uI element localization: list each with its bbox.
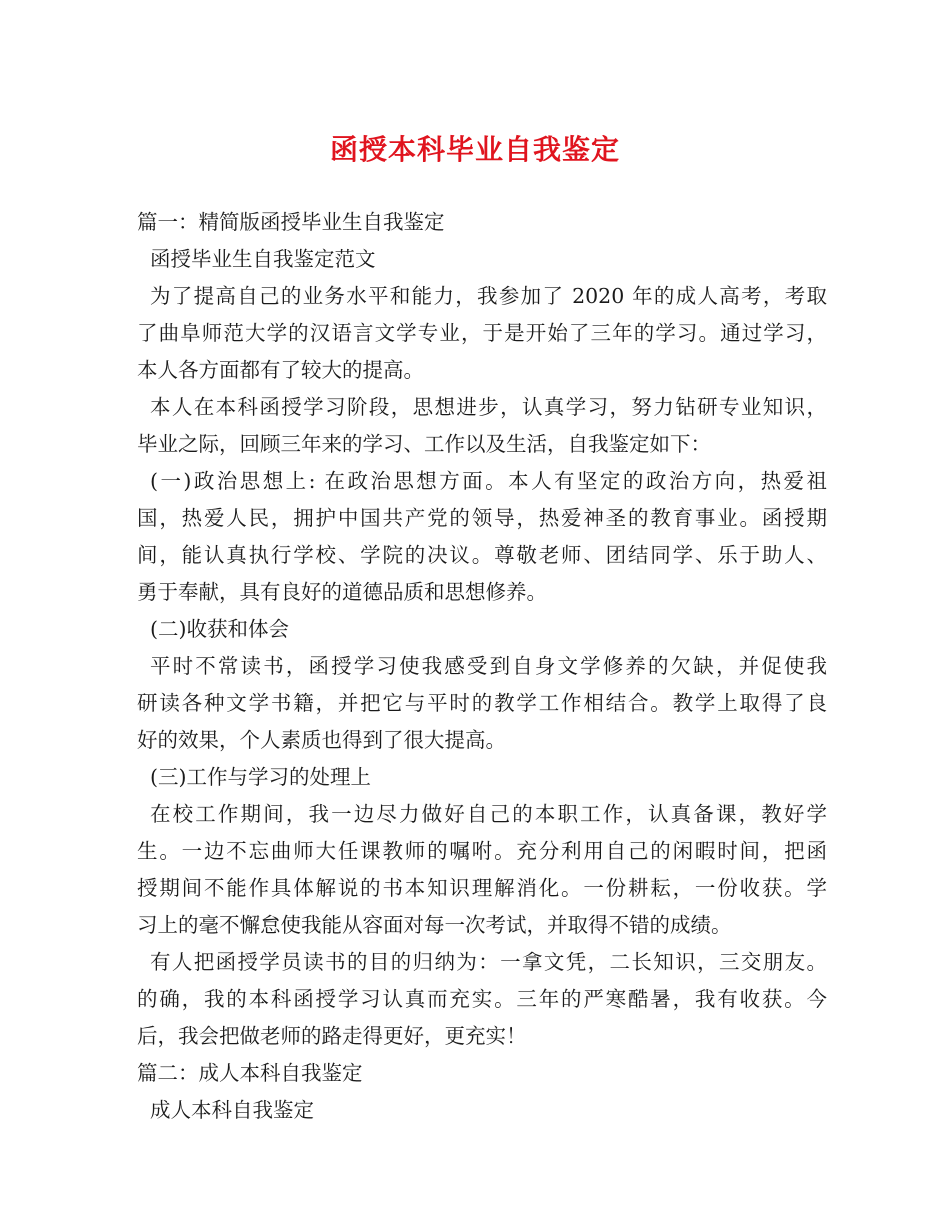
subsection-title: 成人本科自我鉴定 bbox=[150, 1098, 314, 1122]
section-heading-2: 篇二：成人本科自我鉴定 bbox=[137, 1061, 363, 1085]
subsection-heading: (二)收获和体会 bbox=[150, 617, 289, 641]
paragraph-line: 国，热爱人民，拥护中国共产党的领导，热爱神圣的教育事业。函授期 bbox=[137, 506, 827, 530]
paragraph-line: 勇于奉献，具有良好的道德品质和思想修养。 bbox=[137, 580, 547, 604]
paragraph-line: 的确，我的本科函授学习认真而充实。三年的严寒酷暑，我有收获。今 bbox=[137, 987, 827, 1011]
paragraph-line: 习上的毫不懈怠使我能从容面对每一次考试，并取得不错的成绩。 bbox=[137, 913, 732, 937]
paragraph-line: 授期间不能作具体解说的书本知识理解消化。一份耕耘，一份收获。学 bbox=[137, 876, 827, 900]
paragraph-line: 好的效果，个人素质也得到了很大提高。 bbox=[137, 728, 506, 752]
paragraph-line: (一)政治思想上: 在政治思想方面。本人有坚定的政治方向，热爱祖 bbox=[150, 469, 827, 493]
section-heading-1: 篇一：精简版函授毕业生自我鉴定 bbox=[137, 210, 445, 234]
paragraph-line: 在校工作期间，我一边尽力做好自己的本职工作，认真备课，教好学 bbox=[150, 802, 827, 826]
paragraph-line: 后，我会把做老师的路走得更好，更充实！ bbox=[137, 1024, 527, 1048]
document-title: 函授本科毕业自我鉴定 bbox=[329, 133, 620, 166]
paragraph-line: 研读各种文学书籍，并把它与平时的教学工作相结合。教学上取得了良 bbox=[137, 691, 827, 715]
subsection-heading: (三)工作与学习的处理上 bbox=[150, 765, 371, 789]
paragraph-line: 本人各方面都有了较大的提高。 bbox=[137, 358, 424, 382]
paragraph-line: 有人把函授学员读书的目的归纳为：一拿文凭，二长知识，三交朋友。 bbox=[150, 950, 827, 974]
paragraph-line: 生。一边不忘曲师大任课教师的嘱咐。充分利用自己的闲暇时间，把函 bbox=[137, 839, 827, 863]
paragraph-line: 毕业之际，回顾三年来的学习、工作以及生活，自我鉴定如下： bbox=[137, 432, 711, 456]
paragraph-line: 为了提高自己的业务水平和能力，我参加了 2020 年的成人高考，考取 bbox=[150, 284, 827, 308]
paragraph-line: 间，能认真执行学校、学院的决议。尊敬老师、团结同学、乐于助人、 bbox=[137, 543, 827, 567]
paragraph-line: 平时不常读书，函授学习使我感受到自身文学修养的欠缺，并促使我 bbox=[150, 654, 827, 678]
document-body bbox=[137, 204, 827, 1129]
subsection-title: 函授毕业生自我鉴定范文 bbox=[150, 247, 376, 271]
paragraph-line: 本人在本科函授学习阶段，思想进步，认真学习，努力钻研专业知识， bbox=[150, 395, 827, 419]
paragraph-line: 了曲阜师范大学的汉语言文学专业，于是开始了三年的学习。通过学习， bbox=[137, 321, 827, 345]
